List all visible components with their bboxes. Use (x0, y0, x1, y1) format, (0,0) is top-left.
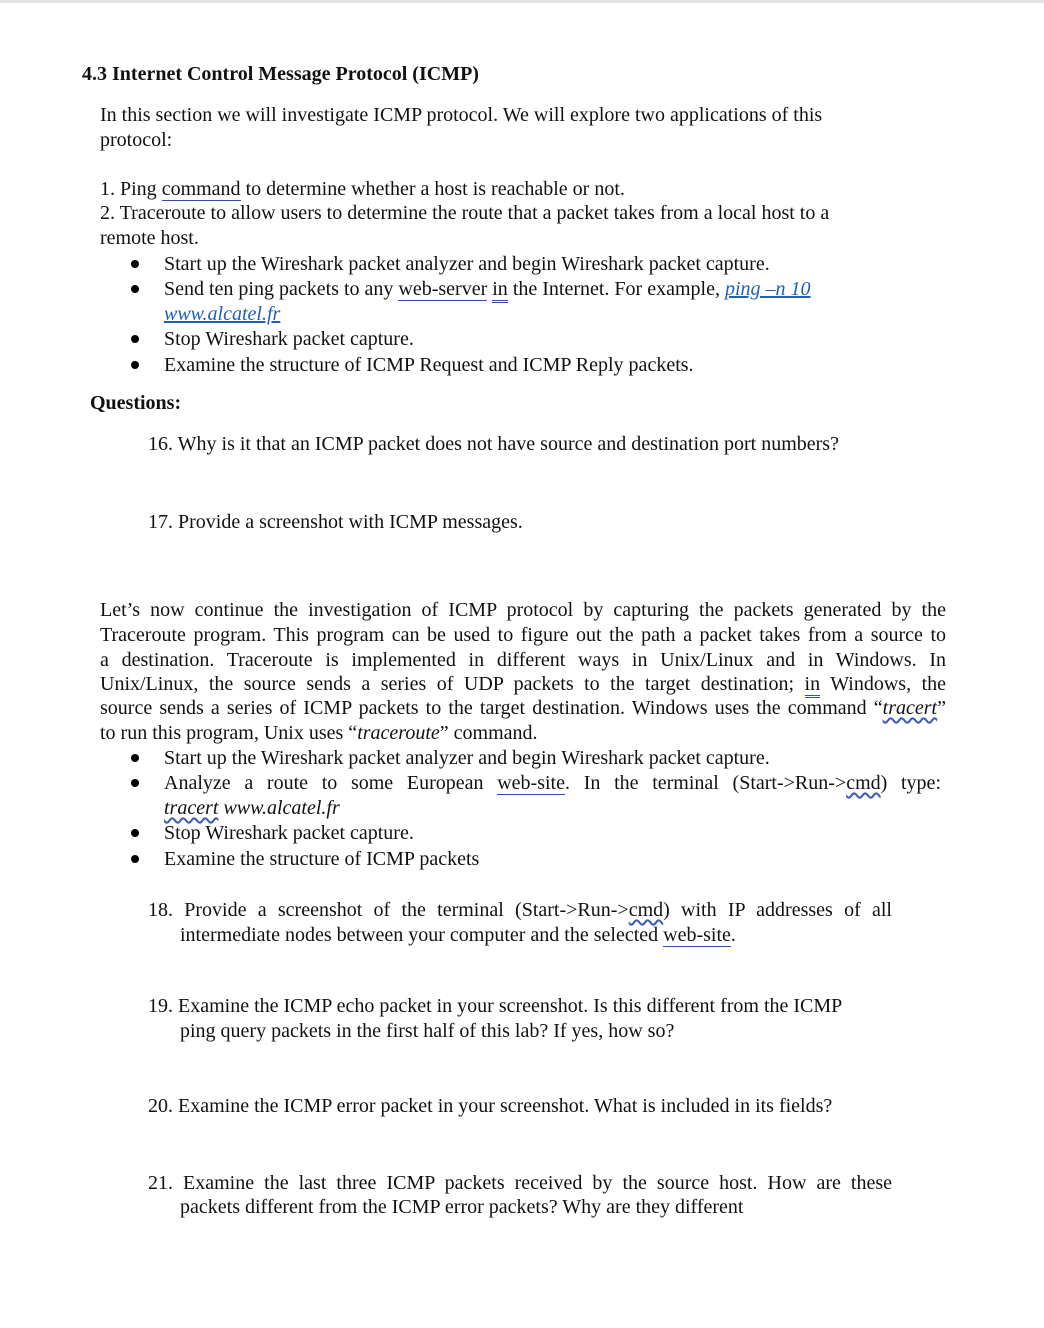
step1-item-3: Stop Wireshark packet capture. (164, 328, 414, 350)
question-16: 16. Why is it that an ICMP packet does not have source and destination port numbers? (148, 433, 839, 455)
step1-item-1: Start up the Wireshark packet analyzer and begin Wireshark packet capture. (164, 253, 770, 275)
bullet-icon (131, 829, 139, 837)
ping-command-link[interactable]: ping –n 10 (724, 278, 811, 300)
in-word: in (805, 673, 821, 698)
para2-line-3: a destination. Traceroute is implemented in different ways in Unix/Linux and in Windows. In (100, 649, 946, 671)
para2-line-1: Let’s now continue the investigation of ICMP protocol by capturing the packets generated by the (100, 599, 946, 621)
bullet-icon (131, 285, 139, 293)
step2-item-4: Examine the structure of ICMP packets (164, 848, 480, 870)
app-ping: 1. Ping command to determine whether a host is reachable or not. (100, 178, 625, 200)
para2-line-6: to run this program, Unix uses “traceroute” command. (100, 722, 538, 744)
bullet-icon (131, 754, 139, 762)
para2-line-4: Unix/Linux, the source sends a series of UDP packets to the target destination; in Windows, the (100, 672, 946, 696)
step2-item-2: Analyze a route to some European web-site. In the terminal (Start->Run->cmd) type: (164, 772, 941, 794)
in-word: in (492, 278, 508, 303)
cmd-word: cmd (846, 772, 881, 794)
para2-line-5: source sends a series of ICMP packets to the target destination. Windows uses the command “tracert” (100, 697, 946, 719)
section-title: 4.3 Internet Control Message Protocol (ICMP) (82, 63, 479, 85)
question-17: 17. Provide a screenshot with ICMP messages. (148, 511, 523, 533)
para2-line-2: Traceroute program. This program can be used to figure out the path a packet takes from a source to (100, 624, 946, 646)
questions-heading: Questions: (90, 392, 182, 414)
question-19-line-2: ping query packets in the first half of this lab? If yes, how so? (180, 1020, 675, 1042)
bullet-icon (131, 779, 139, 787)
step2-item-1: Start up the Wireshark packet analyzer and begin Wireshark packet capture. (164, 747, 770, 769)
intro-line-2: protocol: (100, 129, 173, 151)
tracert-word: tracert (164, 797, 219, 819)
step1-item-2-cont (164, 302, 280, 326)
question-19-line-1: 19. Examine the ICMP echo packet in your screenshot. Is this different from the ICMP (148, 995, 843, 1017)
bullet-icon (131, 260, 139, 268)
question-18-line-1: 18. Provide a screenshot of the terminal (Start->Run->cmd) with IP addresses of all (148, 899, 892, 921)
step1-item-2: Send ten ping packets to any web-server in the Internet. For example, ping –n 10 (164, 277, 811, 301)
question-21-line-1: 21. Examine the last three ICMP packets received by the source host. How are these (148, 1172, 892, 1194)
cmd-word: cmd (628, 899, 664, 921)
alcatel-link[interactable]: www.alcatel.fr (164, 303, 281, 325)
traceroute-word: traceroute (357, 722, 440, 744)
command-word: command (161, 178, 241, 200)
question-21-line-2: packets different from the ICMP error packets? Why are they different (180, 1196, 744, 1218)
web-site-word: web-site (663, 924, 731, 946)
tracert-word: tracert (882, 697, 938, 719)
question-18-line-2: intermediate nodes between your computer and the selected web-site. (180, 924, 736, 946)
step2-item-2-cont: tracert www.alcatel.fr (164, 797, 340, 819)
step2-item-3: Stop Wireshark packet capture. (164, 822, 414, 844)
step1-item-4: Examine the structure of ICMP Request and ICMP Reply packets. (164, 354, 694, 376)
intro-line-1: In this section we will investigate ICMP protocol. We will explore two applications of this (100, 104, 823, 126)
question-20: 20. Examine the ICMP error packet in your screenshot. What is included in its fields? (148, 1095, 833, 1117)
bullet-icon (131, 335, 139, 343)
app-traceroute-line-1: 2. Traceroute to allow users to determine the route that a packet takes from a local host to a (100, 202, 830, 224)
bullet-icon (131, 855, 139, 863)
bullet-icon (131, 361, 139, 369)
web-server-word: web-server (398, 278, 488, 300)
web-site-word: web-site (497, 772, 565, 794)
app-traceroute-line-2: remote host. (100, 227, 199, 249)
